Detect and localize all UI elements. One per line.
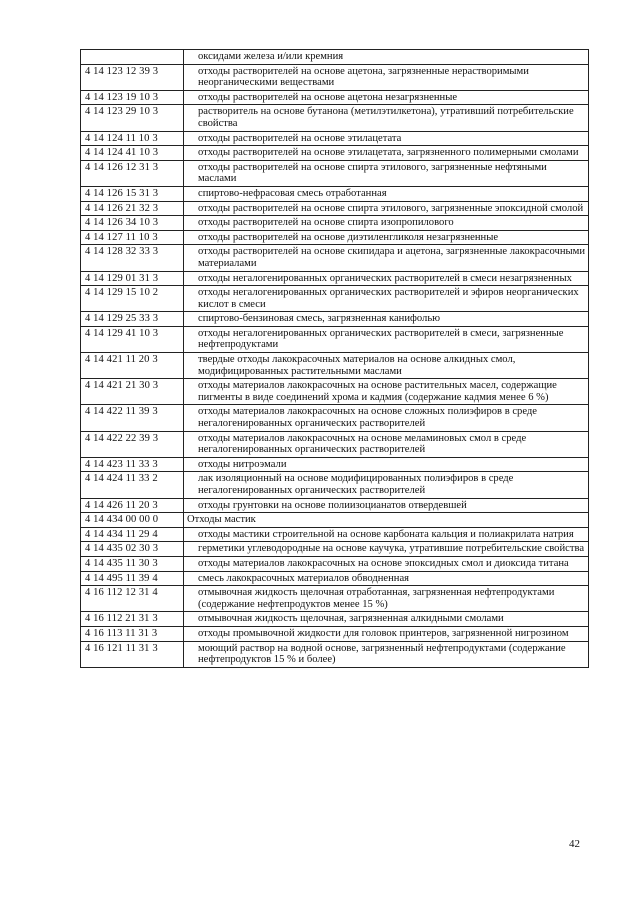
- table-row: [81, 556, 589, 571]
- table-row: [81, 612, 589, 627]
- waste-code-cell: 4 14 422 22 39 3: [81, 431, 184, 457]
- waste-description-cell: отходы материалов лакокрасочных на основе эпоксидных смол и диоксида титана: [184, 556, 589, 571]
- page-number: 42: [569, 838, 580, 850]
- waste-description-cell: отходы материалов лакокрасочных на основе меламиновых смол в среде негалогенированных органических растворителей: [184, 431, 589, 457]
- waste-code-cell: 4 14 421 21 30 3: [81, 379, 184, 405]
- waste-code-cell: 4 14 126 21 32 3: [81, 201, 184, 216]
- table-body: [81, 50, 589, 668]
- table-row: [81, 326, 589, 352]
- waste-description-cell: отходы растворителей на основе спирта изопропилового: [184, 216, 589, 231]
- table-row: [81, 64, 589, 90]
- waste-code-cell: 4 14 126 12 31 3: [81, 160, 184, 186]
- waste-description-cell: отходы растворителей на основе ацетона, загрязненные нерастворимыми неорганическими веществами: [184, 64, 589, 90]
- waste-code-cell: 4 14 124 41 10 3: [81, 146, 184, 161]
- waste-code-cell: 4 14 129 01 31 3: [81, 271, 184, 286]
- table-row: [81, 312, 589, 327]
- waste-code-cell: 4 14 123 29 10 3: [81, 105, 184, 131]
- table-row: [81, 160, 589, 186]
- table-row: [81, 201, 589, 216]
- waste-description-cell: твердые отходы лакокрасочных материалов на основе алкидных смол, модифицированных растительными маслами: [184, 353, 589, 379]
- waste-code-cell: 4 14 422 11 39 3: [81, 405, 184, 431]
- table-row: [81, 405, 589, 431]
- table-row: [81, 50, 589, 65]
- waste-code-cell: [81, 50, 184, 65]
- waste-description-cell: Отходы мастик: [184, 513, 589, 528]
- table-row: [81, 230, 589, 245]
- waste-description-cell: отмывочная жидкость щелочная отработанная, загрязненная нефтепродуктами (содержание нефтепродуктов менее 15 %): [184, 586, 589, 612]
- waste-code-cell: 4 14 126 15 31 3: [81, 186, 184, 201]
- waste-code-cell: 4 14 126 34 10 3: [81, 216, 184, 231]
- waste-description-cell: отмывочная жидкость щелочная, загрязненная алкидными смолами: [184, 612, 589, 627]
- waste-description-cell: отходы промывочной жидкости для головок принтеров, загрязненной нигрозином: [184, 626, 589, 641]
- waste-code-cell: 4 14 426 11 20 3: [81, 498, 184, 513]
- table-row: [81, 131, 589, 146]
- table-row: [81, 498, 589, 513]
- waste-classification-table: [80, 49, 589, 668]
- waste-description-cell: отходы растворителей на основе спирта этилового, загрязненные нефтяными маслами: [184, 160, 589, 186]
- table-row: [81, 513, 589, 528]
- waste-description-cell: отходы растворителей на основе скипидара и ацетона, загрязненные лакокрасочными материалами: [184, 245, 589, 271]
- waste-code-cell: 4 14 435 11 30 3: [81, 556, 184, 571]
- waste-description-cell: отходы растворителей на основе этилацетата, загрязненного полимерными смолами: [184, 146, 589, 161]
- waste-description-cell: отходы материалов лакокрасочных на основе сложных полиэфиров в среде негалогенированных органических растворителей: [184, 405, 589, 431]
- waste-description-cell: отходы мастики строительной на основе карбоната кальция и полиакрилата натрия: [184, 527, 589, 542]
- waste-code-cell: 4 14 129 25 33 3: [81, 312, 184, 327]
- waste-code-cell: 4 16 112 21 31 3: [81, 612, 184, 627]
- table-row: [81, 216, 589, 231]
- waste-description-cell: отходы материалов лакокрасочных на основе растительных масел, содержащие пигменты в виде соединений хрома и кадмия (содержание кадмия менее 6 %): [184, 379, 589, 405]
- waste-description-cell: отходы негалогенированных органических растворителей в смеси, загрязненные нефтепродуктами: [184, 326, 589, 352]
- waste-code-cell: 4 14 129 15 10 2: [81, 286, 184, 312]
- table-row: [81, 379, 589, 405]
- waste-code-cell: 4 16 113 11 31 3: [81, 626, 184, 641]
- table-row: [81, 641, 589, 667]
- waste-description-cell: отходы растворителей на основе спирта этилового, загрязненные эпоксидной смолой: [184, 201, 589, 216]
- waste-description-cell: отходы негалогенированных органических растворителей и эфиров неорганических кислот в смеси: [184, 286, 589, 312]
- table-row: [81, 472, 589, 498]
- table-row: [81, 353, 589, 379]
- waste-code-cell: 4 14 129 41 10 3: [81, 326, 184, 352]
- table-row: [81, 457, 589, 472]
- waste-description-cell: лак изоляционный на основе модифицированных полиэфиров в среде негалогенированных органических растворителей: [184, 472, 589, 498]
- waste-description-cell: отходы нитроэмали: [184, 457, 589, 472]
- table-row: [81, 105, 589, 131]
- waste-code-cell: 4 14 124 11 10 3: [81, 131, 184, 146]
- waste-description-cell: отходы растворителей на основе диэтиленгликоля незагрязненные: [184, 230, 589, 245]
- table-row: [81, 431, 589, 457]
- waste-code-cell: 4 14 434 00 00 0: [81, 513, 184, 528]
- waste-description-cell: герметики углеводородные на основе каучука, утратившие потребительские свойства: [184, 542, 589, 557]
- table-row: [81, 186, 589, 201]
- table-row: [81, 286, 589, 312]
- waste-code-cell: 4 14 127 11 10 3: [81, 230, 184, 245]
- waste-code-cell: 4 14 123 12 39 3: [81, 64, 184, 90]
- waste-code-cell: 4 14 435 02 30 3: [81, 542, 184, 557]
- waste-code-cell: 4 14 434 11 29 4: [81, 527, 184, 542]
- waste-code-cell: 4 16 121 11 31 3: [81, 641, 184, 667]
- waste-description-cell: растворитель на основе бутанона (метилэтилкетона), утративший потребительские свойства: [184, 105, 589, 131]
- waste-code-cell: 4 14 421 11 20 3: [81, 353, 184, 379]
- waste-description-cell: спиртово-нефрасовая смесь отработанная: [184, 186, 589, 201]
- waste-code-cell: 4 14 123 19 10 3: [81, 90, 184, 105]
- waste-description-cell: оксидами железа и/или кремния: [184, 50, 589, 65]
- table-row: [81, 90, 589, 105]
- waste-code-cell: 4 14 128 32 33 3: [81, 245, 184, 271]
- table-row: [81, 542, 589, 557]
- waste-code-cell: 4 14 423 11 33 3: [81, 457, 184, 472]
- waste-description-cell: отходы грунтовки на основе полиизоцианатов отвердевшей: [184, 498, 589, 513]
- table-row: [81, 626, 589, 641]
- waste-description-cell: моющий раствор на водной основе, загрязненный нефтепродуктами (содержание нефтепродуктов 15 % и более): [184, 641, 589, 667]
- waste-code-cell: 4 14 495 11 39 4: [81, 571, 184, 586]
- table-row: [81, 571, 589, 586]
- waste-description-cell: отходы растворителей на основе ацетона незагрязненные: [184, 90, 589, 105]
- waste-description-cell: отходы негалогенированных органических растворителей в смеси незагрязненных: [184, 271, 589, 286]
- waste-code-cell: 4 16 112 12 31 4: [81, 586, 184, 612]
- document-page: [80, 49, 588, 668]
- waste-description-cell: смесь лакокрасочных материалов обводненная: [184, 571, 589, 586]
- table-row: [81, 586, 589, 612]
- table-row: [81, 146, 589, 161]
- waste-description-cell: спиртово-бензиновая смесь, загрязненная канифолью: [184, 312, 589, 327]
- waste-description-cell: отходы растворителей на основе этилацетата: [184, 131, 589, 146]
- table-row: [81, 271, 589, 286]
- table-row: [81, 245, 589, 271]
- waste-code-cell: 4 14 424 11 33 2: [81, 472, 184, 498]
- table-row: [81, 527, 589, 542]
